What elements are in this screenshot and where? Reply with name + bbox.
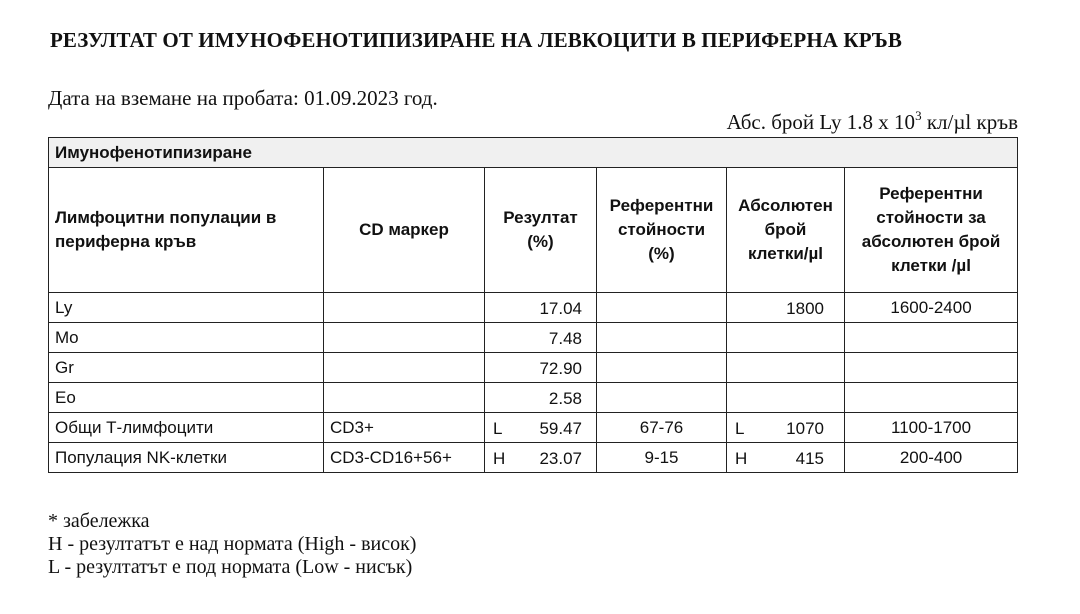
header-population: Лимфоцитни популации в периферна кръв xyxy=(49,168,324,293)
abs-count-suffix: кл/µl кръв xyxy=(921,110,1018,134)
marker-cell xyxy=(324,323,485,353)
result-flag: H xyxy=(493,449,506,468)
marker-cell xyxy=(324,353,485,383)
notes-heading: * забележка xyxy=(48,510,150,532)
ref-absolute-cell xyxy=(845,383,1018,413)
ref-percent-cell: 67-76 xyxy=(597,413,727,443)
table-row xyxy=(49,293,1018,323)
result-cell xyxy=(485,293,597,323)
population-cell: Общи Т-лимфоцити xyxy=(49,413,324,443)
note-high: H - резултатът е над нормата (High - висок) xyxy=(48,533,417,555)
ref-percent-cell xyxy=(597,353,727,383)
population-cell: Gr xyxy=(49,353,324,383)
absolute-value: 1070 xyxy=(786,419,824,438)
result-value: 7.48 xyxy=(548,329,582,348)
header-ref-absolute: Референтни стойности за абсолютен брой клетки /µl xyxy=(845,168,1018,293)
sample-date: Дата на вземане на пробата: 01.09.2023 год. xyxy=(48,86,438,110)
ref-absolute-cell: 1600-2400 xyxy=(845,293,1018,323)
absolute-cell xyxy=(727,323,845,353)
absolute-cell xyxy=(727,443,845,473)
result-flag: L xyxy=(493,419,503,438)
header-ref-percent: Референтни стойности (%) xyxy=(597,168,727,293)
absolute-lymphocyte-count xyxy=(727,110,1018,135)
result-cell xyxy=(485,383,597,413)
ref-percent-cell xyxy=(597,383,727,413)
result-value: 17.04 xyxy=(539,299,582,318)
marker-cell: CD3+ xyxy=(324,413,485,443)
result-cell xyxy=(485,323,597,353)
result-cell xyxy=(485,353,597,383)
immunophenotyping-table xyxy=(48,137,1018,473)
header-result: Резултат (%) xyxy=(485,168,597,293)
abs-count-exponent: 3 xyxy=(915,108,922,123)
table-row xyxy=(49,323,1018,353)
note-low: L - резултатът е под нормата (Low - нисък) xyxy=(48,556,413,578)
marker-cell: CD3-CD16+56+ xyxy=(324,443,485,473)
ref-absolute-cell: 1100-1700 xyxy=(845,413,1018,443)
absolute-flag: H xyxy=(735,449,748,468)
header-marker: CD маркер xyxy=(324,168,485,293)
table-row xyxy=(49,383,1018,413)
table-row xyxy=(49,443,1018,473)
marker-cell xyxy=(324,293,485,323)
population-cell: Eo xyxy=(49,383,324,413)
marker-cell xyxy=(324,383,485,413)
table-row xyxy=(49,413,1018,443)
notes-block xyxy=(48,510,416,579)
ref-percent-cell xyxy=(597,293,727,323)
population-cell: Mo xyxy=(49,323,324,353)
absolute-flag: L xyxy=(735,419,745,438)
absolute-value: 415 xyxy=(795,449,824,468)
result-value: 72.90 xyxy=(539,359,582,378)
absolute-cell xyxy=(727,413,845,443)
population-cell: Популация NK-клетки xyxy=(49,443,324,473)
abs-count-prefix: Абс. брой Ly 1.8 х 10 xyxy=(726,110,916,134)
ref-percent-cell xyxy=(597,323,727,353)
result-value: 23.07 xyxy=(539,449,582,468)
ref-absolute-cell: 200-400 xyxy=(845,443,1018,473)
absolute-value: 1800 xyxy=(786,299,824,318)
population-cell: Ly xyxy=(49,293,324,323)
header-absolute: Абсолютен брой клетки/µl xyxy=(727,168,845,293)
result-cell xyxy=(485,413,597,443)
ref-percent-cell: 9-15 xyxy=(597,443,727,473)
table-row xyxy=(49,353,1018,383)
header-row xyxy=(49,168,1018,293)
result-value: 2.58 xyxy=(548,389,582,408)
section-row xyxy=(49,138,1018,168)
section-title: Имунофенотипизиране xyxy=(49,138,1018,168)
result-value: 59.47 xyxy=(539,419,582,438)
ref-absolute-cell xyxy=(845,353,1018,383)
result-cell xyxy=(485,443,597,473)
ref-absolute-cell xyxy=(845,323,1018,353)
absolute-cell xyxy=(727,353,845,383)
report-title: РЕЗУЛТАТ ОТ ИМУНОФЕНОТИПИЗИРАНЕ НА ЛЕВКОЦИТИ В ПЕРИФЕРНА КРЪВ xyxy=(50,28,902,52)
absolute-cell xyxy=(727,293,845,323)
absolute-cell xyxy=(727,383,845,413)
